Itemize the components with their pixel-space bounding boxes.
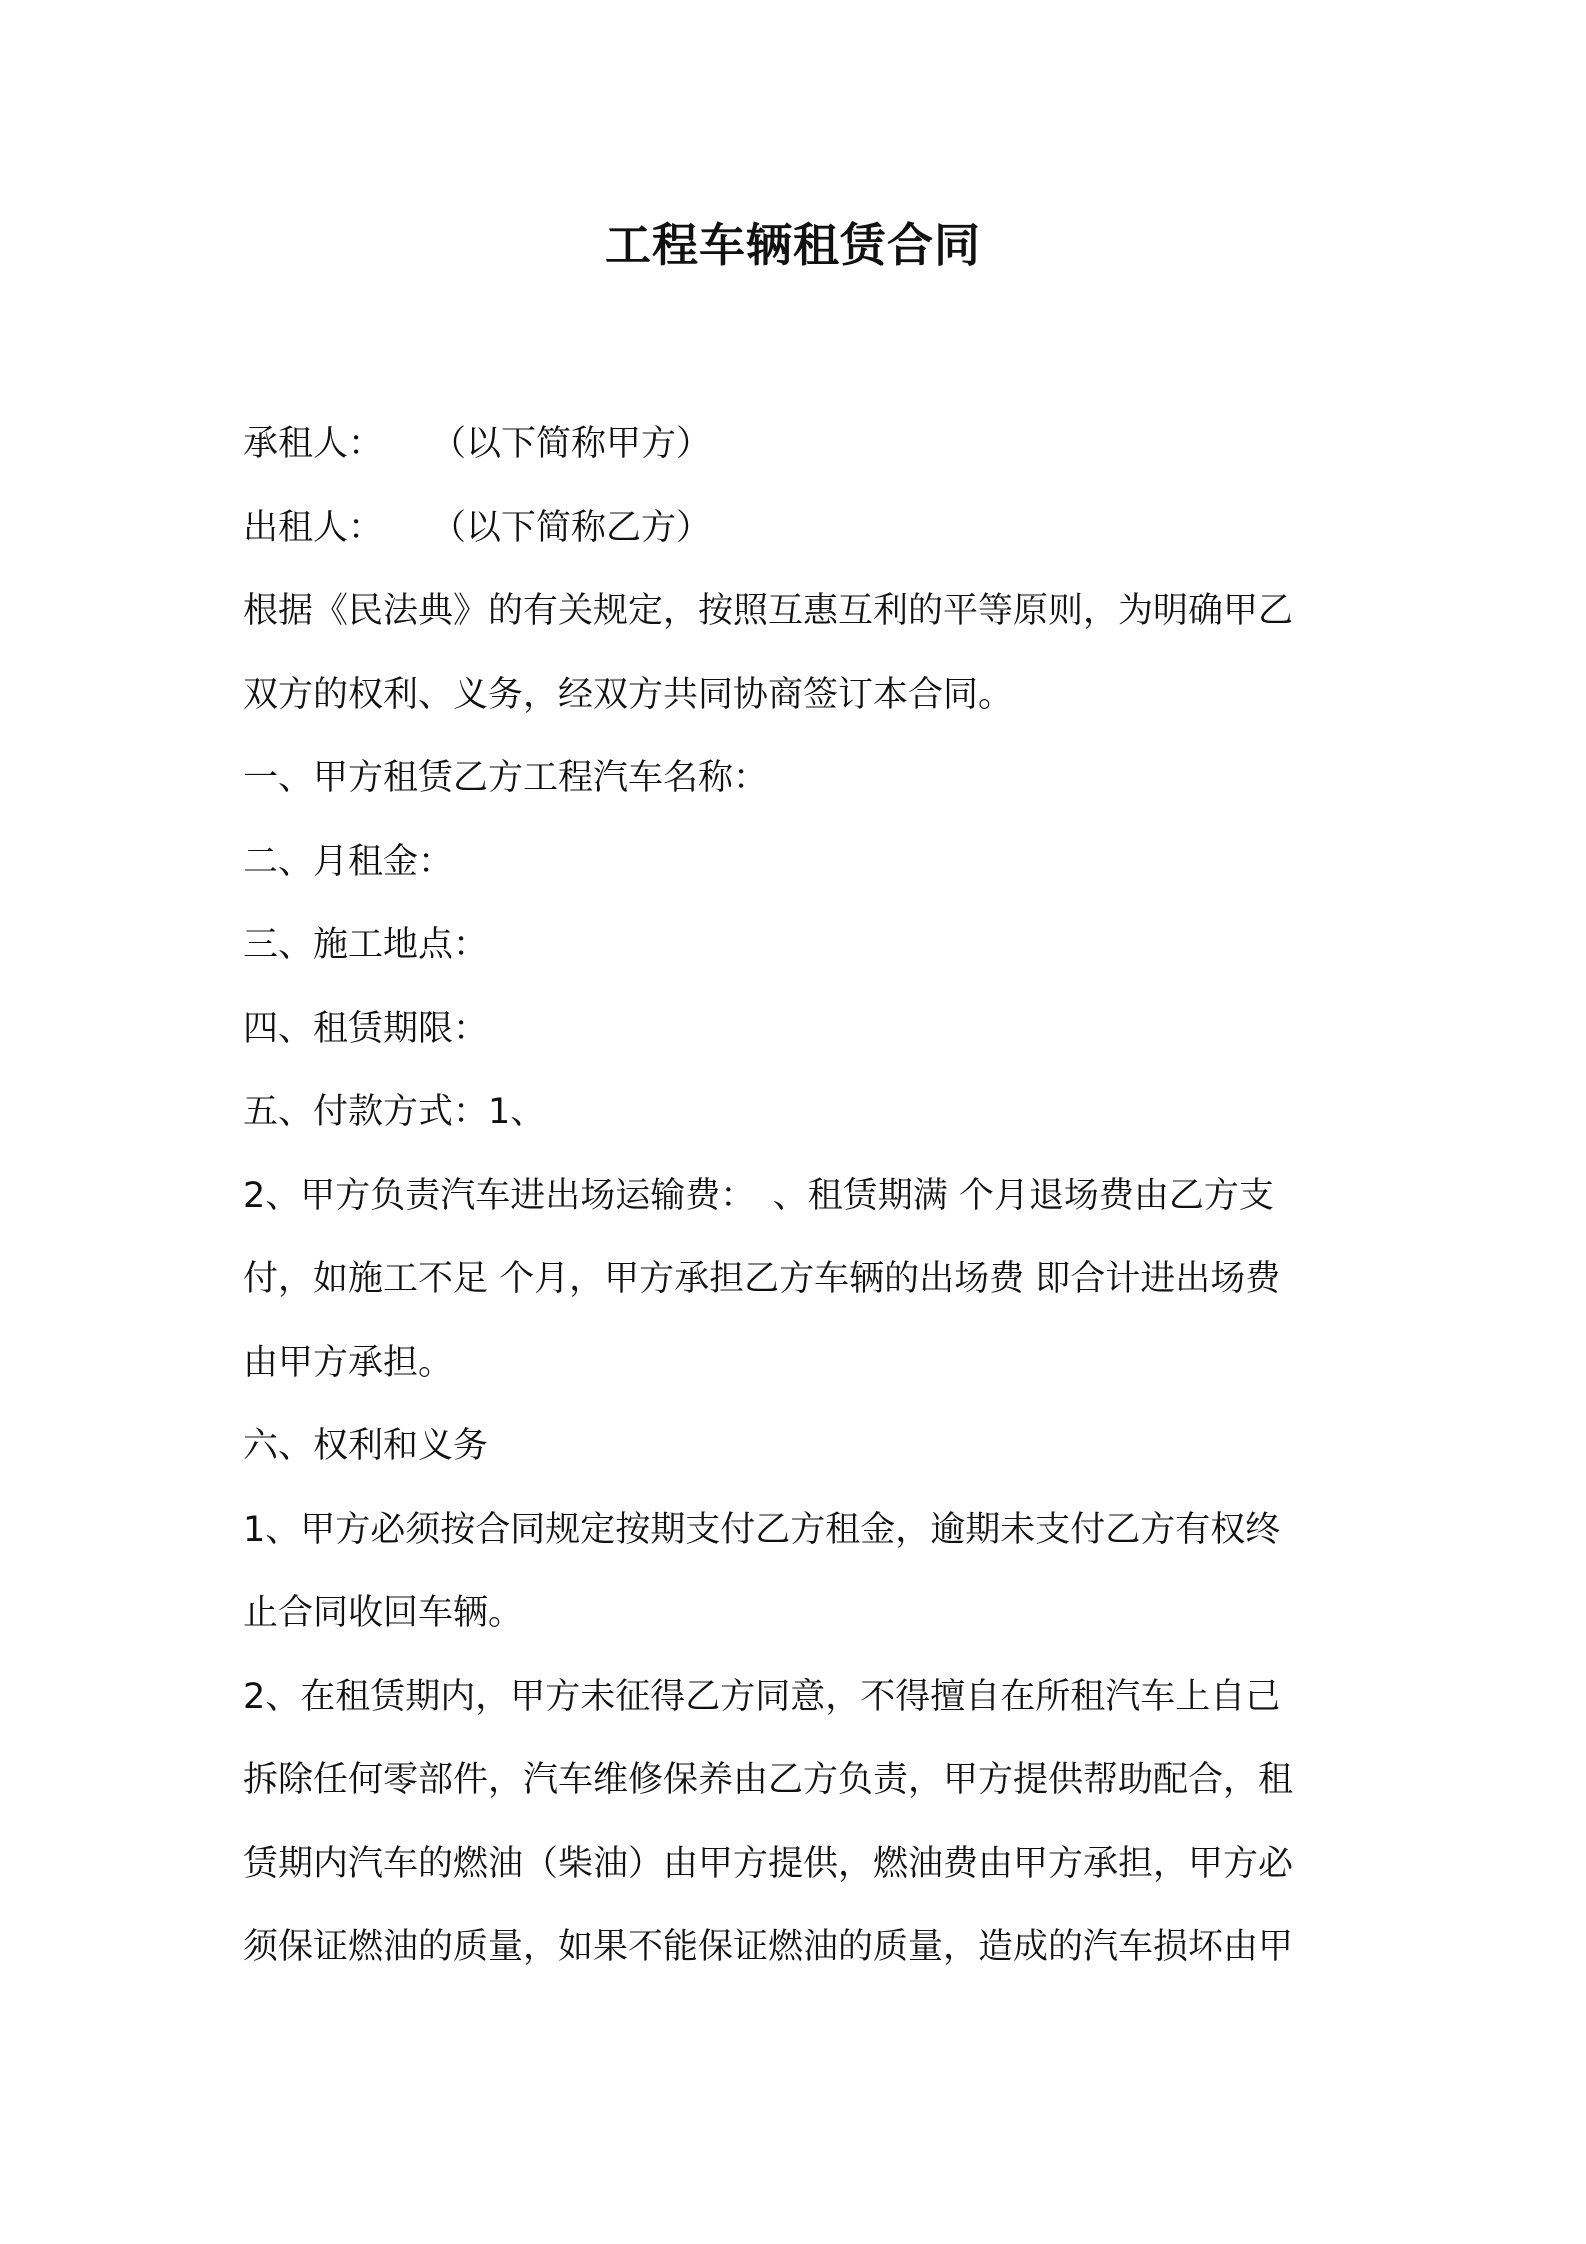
text-line: 拆除任何零部件，汽车维修保养由乙方负责，甲方提供帮助配合，租 <box>243 1760 1294 1800</box>
clause-monthly-rent: 二、月租金： <box>243 841 454 882</box>
text-line: 止合同收回车辆。 <box>243 1593 524 1633</box>
clause-rights-obligations: 六、权利和义务 <box>243 1426 489 1466</box>
text-line: 2、在租赁期内，甲方未征得乙方同意，不得擅自在所租汽车上自己 <box>243 1676 1281 1717</box>
document-body <box>243 403 1358 1990</box>
lessor-label: 出租人： <box>243 507 384 548</box>
clause-vehicle-name: 一、甲方租赁乙方工程汽车名称： <box>243 758 769 798</box>
text-line: 赁期内汽车的燃油（柴油）由甲方提供，燃油费由甲方承担，甲方必 <box>243 1843 1294 1884</box>
lessor-note: （以下简称乙方） <box>431 507 712 548</box>
clause-site-location: 三、施工地点： <box>243 925 489 965</box>
clause-lease-term: 四、租赁期限： <box>243 1008 489 1049</box>
lessee-note: （以下简称甲方） <box>431 424 712 464</box>
text-line: 双方的权利、义务，经双方共同协商签订本合同。 <box>243 674 1014 715</box>
lessee-line <box>243 403 1358 487</box>
text-line: 须保证燃油的质量，如果不能保证燃油的质量，造成的汽车损坏由甲 <box>243 1927 1294 1967</box>
lessor-line <box>243 487 1358 571</box>
document-title: 工程车辆租赁合同 <box>605 218 981 272</box>
text-line: 根据《民法典》的有关规定，按照互惠互利的平等原则，为明确甲乙 <box>243 591 1294 631</box>
text-line: 由甲方承担。 <box>243 1342 454 1383</box>
text-line: 付，如施工不足 个月，甲方承担乙方车辆的出场费 即合计进出场费 <box>243 1259 1281 1299</box>
clause-payment-method: 五、付款方式：1、 <box>243 1092 546 1132</box>
text-line: 2、甲方负责汽车进出场运输费： 、租赁期满 个月退场费由乙方支 <box>243 1175 1274 1216</box>
text-line: 1、甲方必须按合同规定按期支付乙方租金，逾期未支付乙方有权终 <box>243 1509 1281 1550</box>
lessee-label: 承租人： <box>243 424 384 464</box>
